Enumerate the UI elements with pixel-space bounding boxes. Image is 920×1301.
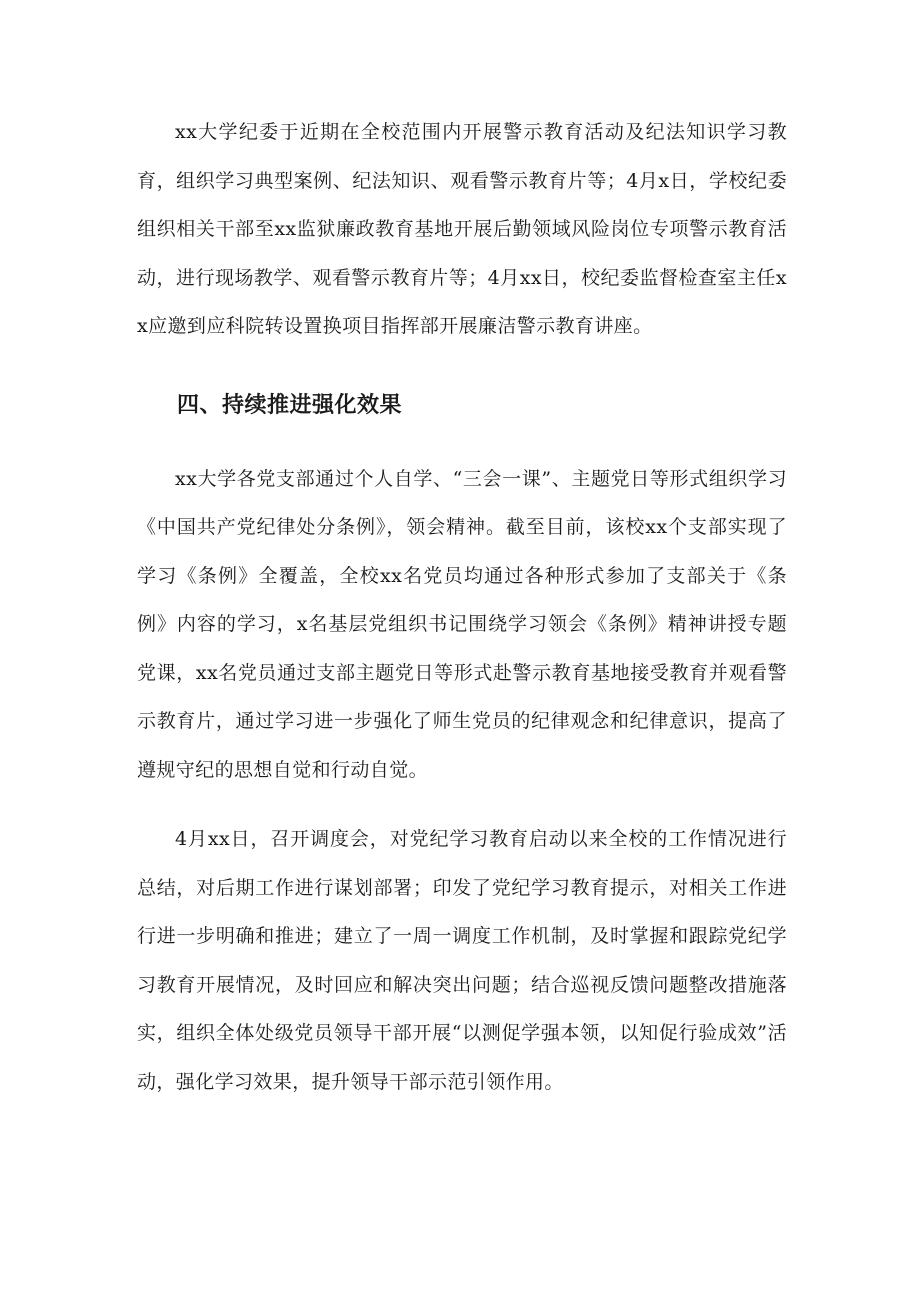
paragraph-dispatch-meeting: 4月xx日，召开调度会，对党纪学习教育启动以来全校的工作情况进行总结，对后期工作进行谋划部署；印发了党纪学习教育提示，对相关工作进行进一步明确和推进；建立了一周一调度工作机制，及时掌握和跟踪党纪学习教育开展情况，及时回应和解决突出问题；结合巡视反馈问题整改措施落实，组织全体处级党员领导干部开展“以测促学强本领，以知促行验成效”活动，强化学习效果，提升领导干部示范引领作用。: [137, 828, 787, 1093]
document-body: [137, 108, 787, 1106]
paragraph-party-branch-study: xx大学各党支部通过个人自学、“三会一课”、主题党日等形式组织学习《中国共产党纪律处分条例》，领会精神。截至目前，该校xx个支部实现了学习《条例》全覆盖，全校xx名党员均通过各种形式参加了支部关于《条例》内容的学习，x名基层党组织书记围绕学习领会《条例》精神讲授专题党课，xx名党员通过支部主题党日等形式赴警示教育基地接受教育并观看警示教育片，通过学习进一步强化了师生党员的纪律观念和纪律意识，提高了遵规守纪的思想自觉和行动自觉。: [137, 467, 787, 781]
section-heading: 四、持续推进强化效果: [177, 392, 403, 418]
paragraph-warning-education: xx大学纪委于近期在全校范围内开展警示教育活动及纪法知识学习教育，组织学习典型案例、纪法知识、观看警示教育片等；4月x日，学校纪委组织相关干部至xx监狱廉政教育基地开展后勤领域风险岗位专项警示教育活动，进行现场教学、观看警示教育片等；4月xx日，校纪委监督检查室主任xx应邀到应科院转设置换项目指挥部开展廉洁警示教育讲座。: [137, 121, 787, 337]
